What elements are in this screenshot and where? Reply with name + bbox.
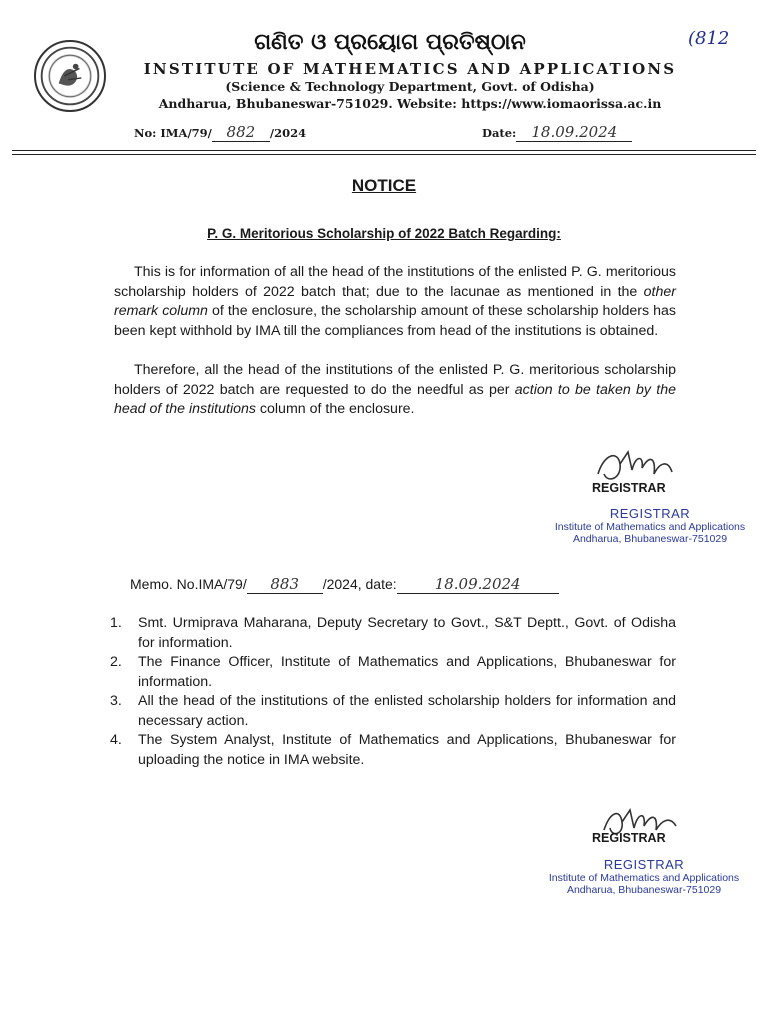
notice-paragraph-2: Therefore, all the head of the institutions of the enlisted P. G. meritorious scholarship holders of 2022 batch are requested to do the needful as per action to be taken by the head of the institutions column of the enclosure. bbox=[114, 362, 676, 417]
registrar-stamp-1: REGISTRAR Institute of Mathematics and Applications Andharua, Bhubaneswar-751029 bbox=[554, 506, 746, 545]
reference-number: No: IMA/79/ 882 /2024 bbox=[134, 123, 307, 141]
institute-department: (Science & Technology Department, Govt. of Odisha) bbox=[225, 79, 595, 94]
registrar-label-2: REGISTRAR bbox=[592, 831, 666, 845]
registrar-label-1: REGISTRAR bbox=[592, 481, 666, 495]
memo-number-line: Memo. No.IMA/79/ 883 /2024, date: 18.09.2024 bbox=[130, 575, 559, 594]
notice-paragraph-1: This is for information of all the head of the institutions of the enlisted P. G. meritorious scholarship holders of 2022 batch that; due to the lacunae as mentioned in the other remark column of the enclosure, the scholarship amount of these scholarship holders has been kept withhold by IMA till the compliances from head of the institutions is obtained. bbox=[114, 264, 676, 339]
header-divider-thin bbox=[12, 154, 756, 155]
distribution-list bbox=[110, 614, 676, 770]
institute-name-odia: ଗଣିତ ଓ ପ୍ରୟୋଗ ପ୍ରତିଷ୍ଠାନ bbox=[254, 30, 526, 55]
list-item: 1. Smt. Urmiprava Maharana, Deputy Secretary to Govt., S&T Deptt., Govt. of Odisha for information. bbox=[110, 615, 676, 651]
handwritten-serial: (812 bbox=[688, 28, 730, 49]
institute-name: INSTITUTE OF MATHEMATICS AND APPLICATIONS bbox=[143, 60, 677, 78]
memo-date-handwritten: 18.09.2024 bbox=[434, 575, 521, 593]
ref-number-handwritten: 882 bbox=[226, 123, 256, 141]
notice-title: NOTICE bbox=[351, 176, 417, 195]
header-divider bbox=[12, 150, 756, 151]
notice-subject: P. G. Meritorious Scholarship of 2022 Batch Regarding: bbox=[207, 226, 561, 241]
institute-logo bbox=[34, 40, 106, 112]
reference-date: Date: 18.09.2024 bbox=[482, 123, 632, 142]
list-item: 3. All the head of the institutions of the enlisted scholarship holders for information and necessary action. bbox=[110, 693, 676, 729]
institute-address: Andharua, Bhubaneswar-751029. Website: https://www.iomaorissa.ac.in bbox=[158, 96, 662, 111]
date-handwritten: 18.09.2024 bbox=[531, 123, 618, 141]
list-item: 4. The System Analyst, Institute of Mathematics and Applications, Bhubaneswar for uploading the notice in IMA website. bbox=[110, 732, 676, 768]
memo-number-handwritten: 883 bbox=[270, 575, 300, 593]
registrar-stamp-2: REGISTRAR Institute of Mathematics and Applications Andharua, Bhubaneswar-751029 bbox=[548, 857, 740, 896]
list-item: 2. The Finance Officer, Institute of Mathematics and Applications, Bhubaneswar for information. bbox=[110, 654, 676, 690]
